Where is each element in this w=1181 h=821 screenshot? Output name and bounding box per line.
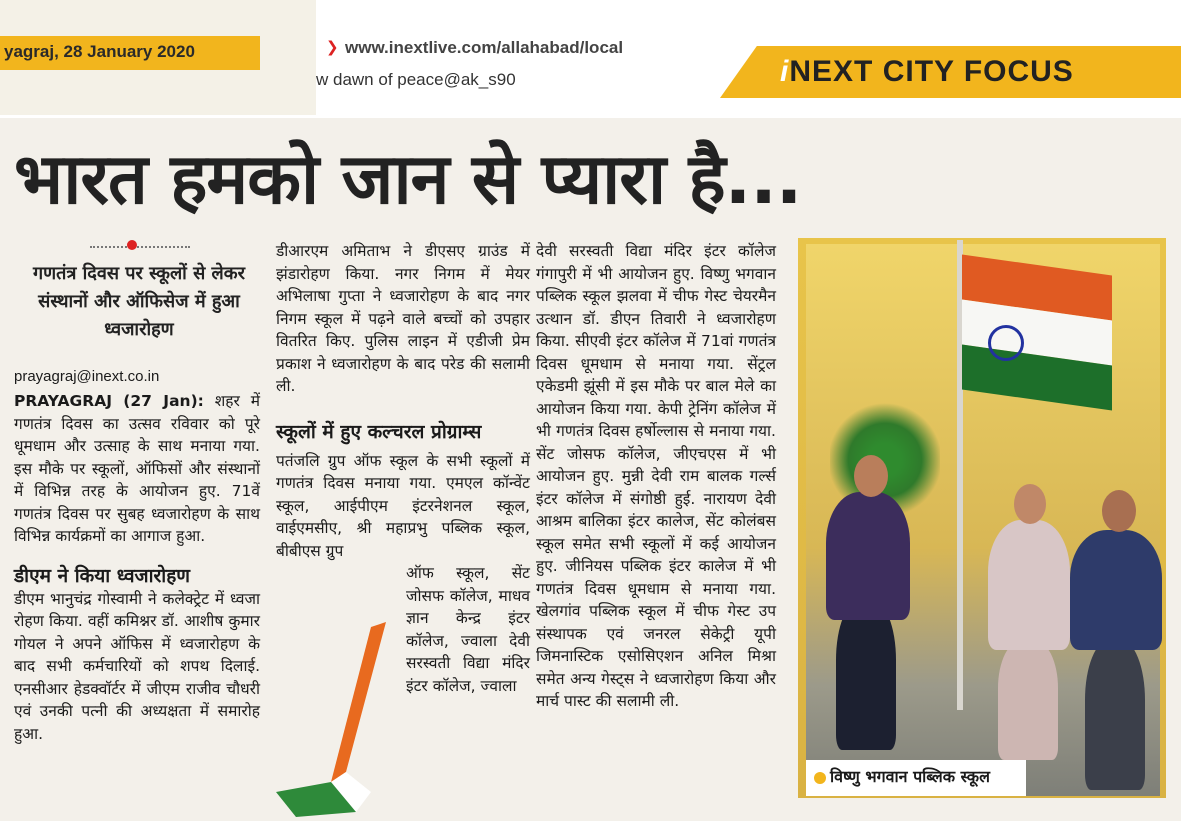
paragraph-2: डीएम भानुचंद्र गोस्वामी ने कलेक्ट्रेट में ध्वजा रोहण किया. वहीं कमिश्नर डॉ. आशीष कुमार गोयल ने अपने ऑफिस में ध्वजारोहण के बाद सभी कर्मचारियों को शपथ दिलाई. एनसीआर हेडक्वॉर्टर में जीएम राजीव चौधरी एवं उनकी पत्नी की अध्यक्षता में समारोह हुआ.	[14, 589, 260, 743]
column-1	[14, 390, 260, 745]
divider-dot	[127, 240, 137, 250]
paragraph-3: डीआरएम अमिताभ ने डीएसए ग्राउंड में झंडारोहण किया. नगर निगम में मेयर अभिलाषा गुप्ता ने ध्वजारोहण के बाद नगर निगम स्कूल में पढ़ने वाले बच्चों को उपहार वितरित किए. पुलिस लाइन में एडीजी प्रेम प्रकाश ने ध्वजारोहण के बाद परेड की सलामी ली.	[276, 242, 530, 395]
caption-dot-icon	[814, 772, 826, 784]
website-url: www.inextlive.com/allahabad/local	[345, 38, 624, 57]
paragraph-4b: ऑफ स्कूल, सेंट जोसफ कॉलेज, माधव ज्ञान केन्द्र इंटर कॉलेज, ज्वाला देवी सरस्वती विद्या मंदिर इंटर कॉलेज, ज्वाला	[406, 564, 530, 695]
subhead-cultural: स्कूलों में हुए कल्चरल प्रोग्राम्स	[276, 420, 482, 443]
headline: भारत हमको जान से प्यारा है...	[14, 138, 802, 220]
ashoka-chakra-icon	[988, 325, 1024, 361]
column-3	[536, 240, 776, 713]
person-2	[988, 520, 1070, 650]
url-arrow-icon: ❯	[326, 38, 339, 56]
brand-name: NEXT CITY FOCUS	[789, 55, 1074, 88]
person-2-head	[1014, 484, 1046, 524]
flag-graphic	[276, 622, 396, 817]
person-3-legs	[1085, 640, 1145, 790]
dateline: PRAYAGRAJ (27 Jan):	[14, 392, 204, 410]
paragraph-4: पतंजलि ग्रुप ऑफ स्कूल के सभी स्कूलों में गणतंत्र दिवस मनाया गया. एमएल कॉन्वेंट स्कूल, आईपीएम इंटरनेशनल स्कूल, वाईएमसीए, श्री महाप्रभु पब्लिक स्कूल, बीबीएस ग्रुप	[276, 451, 530, 560]
person-1-legs	[836, 600, 896, 750]
person-3	[1070, 530, 1162, 650]
divider	[90, 246, 190, 248]
paragraph-5: देवी सरस्वती विद्या मंदिर इंटर कॉलेज गंगापुरी में भी आयोजन हुए. विष्णु भगवान पब्लिक स्कूल झलवा में चीफ गेस्ट चेयरमैन उत्थान डॉ. डीएन तिवारी ने ध्वजारोहण किया. सीएवी इंटर कॉलेज में 71वां गणतंत्र दिवस धूमधाम से मनाया गया. सेंट्रल एकेडमी झूंसी में इस मौके पर बाल मेले का आयोजन किया गया. केपी ट्रेनिंग कॉलेज में भी गणतंत्र दिवस हर्षोल्लास से मनाया गया. सेंट जोसफ कॉलेज, जीएचएस में भी आयोजन हुए. मुन्नी देवी राम बालक गर्ल्स इंटर कॉलेज में संगोष्ठी हुई. नारायण देवी आश्रम बालिका इंटर कालेज, सेंट कोलंबस स्कूल समेत सभी स्कूलों में कई आयोजन हुए. जीनियस पब्लिक इंटर कालेज में भी गणतंत्र दिवस धूमधाम से मनाया गया. खेलगांव पब्लिक स्कूल में चीफ गेस्ट उप संस्थापक एवं जनरल सेकेट्री यूपी जिमनास्टिक एसोसिएशन अनिल मिश्रा समेत अन्य गेस्ट्स ने ध्वजारोहण किया और मार्च पास्ट की सलामी ली.	[536, 242, 776, 710]
blurb: गणतंत्र दिवस पर स्कूलों से लेकर संस्थानों और ऑफिसेज में हुआ ध्वजारोहण	[33, 263, 245, 340]
section-brand	[780, 55, 1074, 89]
tagline: w dawn of peace@ak_s90	[316, 70, 516, 89]
photo-caption: विष्णु भगवान पब्लिक स्कूल	[830, 767, 990, 786]
paragraph-1: PRAYAGRAJ (27 Jan): शहर में गणतंत्र दिवस का उत्सव रविवार को पूरे धूमधाम और उत्साह के साथ मनाया गया. इस मौके पर स्कूलों, ऑफिसों और संस्थानों में विभिन्न तरह के आयोजन हुए. 71वें गणतंत्र दिवस पर सुबह ध्वजारोहण के साथ विभिन्न कार्यक्रमों का आगाज हुआ.	[14, 392, 260, 545]
person-2-legs	[998, 640, 1058, 760]
person-1-head	[854, 455, 888, 497]
subhead-dm: डीएम ने किया ध्वजारोहण	[14, 564, 191, 587]
person-1	[826, 492, 910, 620]
byline-email: prayagraj@inext.co.in	[14, 368, 160, 385]
person-3-head	[1102, 490, 1136, 532]
edition-date: yagraj, 28 January 2020	[4, 42, 195, 61]
brand-prefix: i	[780, 55, 790, 88]
